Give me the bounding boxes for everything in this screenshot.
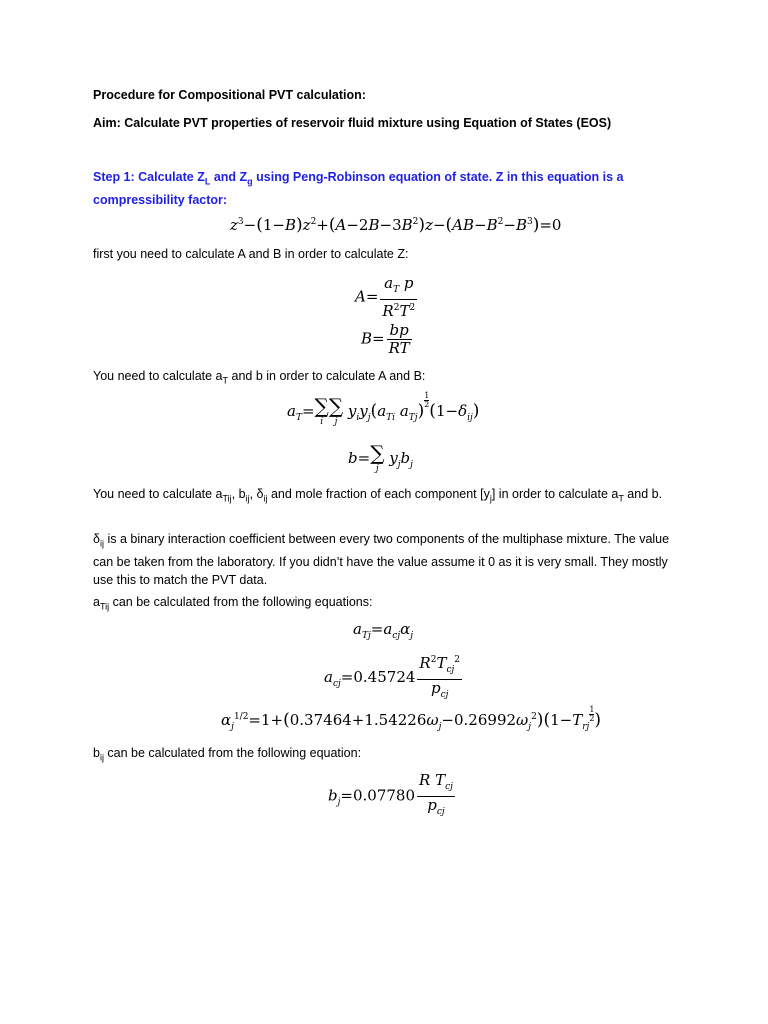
paragraph-delta: $\delta_{ij}$ is a binary interaction coefficient between every two components of the multiphase mixture. The value can be taken from the laboratory. If you didn’t have the value assume it 0 as it is very small. They mostly use this to match the PVT data. — [93, 532, 670, 587]
equation-A: A= $\frac{a_T p}{R^2T^2}$ — [355, 274, 416, 320]
page-title: Procedure for Compositional PVT calculation: — [93, 88, 366, 102]
alpha-coefficient-3: 0.26992 — [454, 711, 517, 729]
b-coefficient: 0.07780 — [352, 786, 416, 805]
alpha-coefficient-2: 1.54226 — [364, 711, 427, 729]
aim-statement: Aim: Calculate PVT properties of reservoir fluid mixture using Equation of States (EOS) — [93, 116, 612, 130]
peng-robinson-equation: $z^3-(1-B)z^2+(A-2B-3B^2)z-(AB-B^2-B^3)=0$ — [230, 215, 562, 235]
alpha-coefficient-1: 0.37464 — [289, 711, 352, 729]
equation-acj: $a_{cj}=0.45724$ $\frac{R^2T_{cj}^2}{p_{cj}}$ — [324, 654, 461, 700]
paragraph-bij: $b_{ij}$ can be calculated from the following equation: — [93, 746, 362, 763]
equation-alpha: $\alpha_j^{1/2}=1+(0.37464+1.54226\omega_j-0.26992\omega_j^2)(1-T_{rj}$ $\frac{1}{2}$ ) — [221, 705, 602, 732]
paragraph-at-and-b: You need to calculate $a_T$ and b in order to calculate A and B: — [93, 369, 426, 386]
step1-heading: Step 1: Calculate $Z_L$ and $Z_g$ using Peng-Robinson equation of state. Z in this equation is a compressibility factor: — [93, 170, 624, 207]
equation-bj: $b_j=0.07780$ $\frac{R T_{cj}}{p_{cj}}$ — [328, 771, 453, 817]
equation-aT: $a_T=$ ∑ i ∑ j $y_iy_j(a_{Ti}$ $a_{Tj}$) $\frac{1}{2}$ $(1-\delta_{ij})$ — [287, 391, 480, 427]
equation-aTj: $a_{Tj}=a_{cj}\alpha_j$ — [353, 620, 414, 641]
paragraph-need-values: You need to calculate $a_{Tij}$, $b_{ij}$, $\delta_{ij}$ and mole fraction of each component $[y_j]$ in order to calculate $a_T$ and b. — [93, 487, 663, 504]
equation-b: b= ∑ j $y_jb_j$ — [348, 441, 413, 474]
paragraph-a-and-b: first you need to calculate A and B in order to calculate Z: — [93, 247, 409, 261]
paragraph-atij: $a_{Tij}$ can be calculated from the following equations: — [93, 595, 373, 612]
equation-B: B= $\frac{bp}{RT}$ — [361, 321, 410, 357]
ac-coefficient: 0.45724 — [353, 668, 416, 686]
